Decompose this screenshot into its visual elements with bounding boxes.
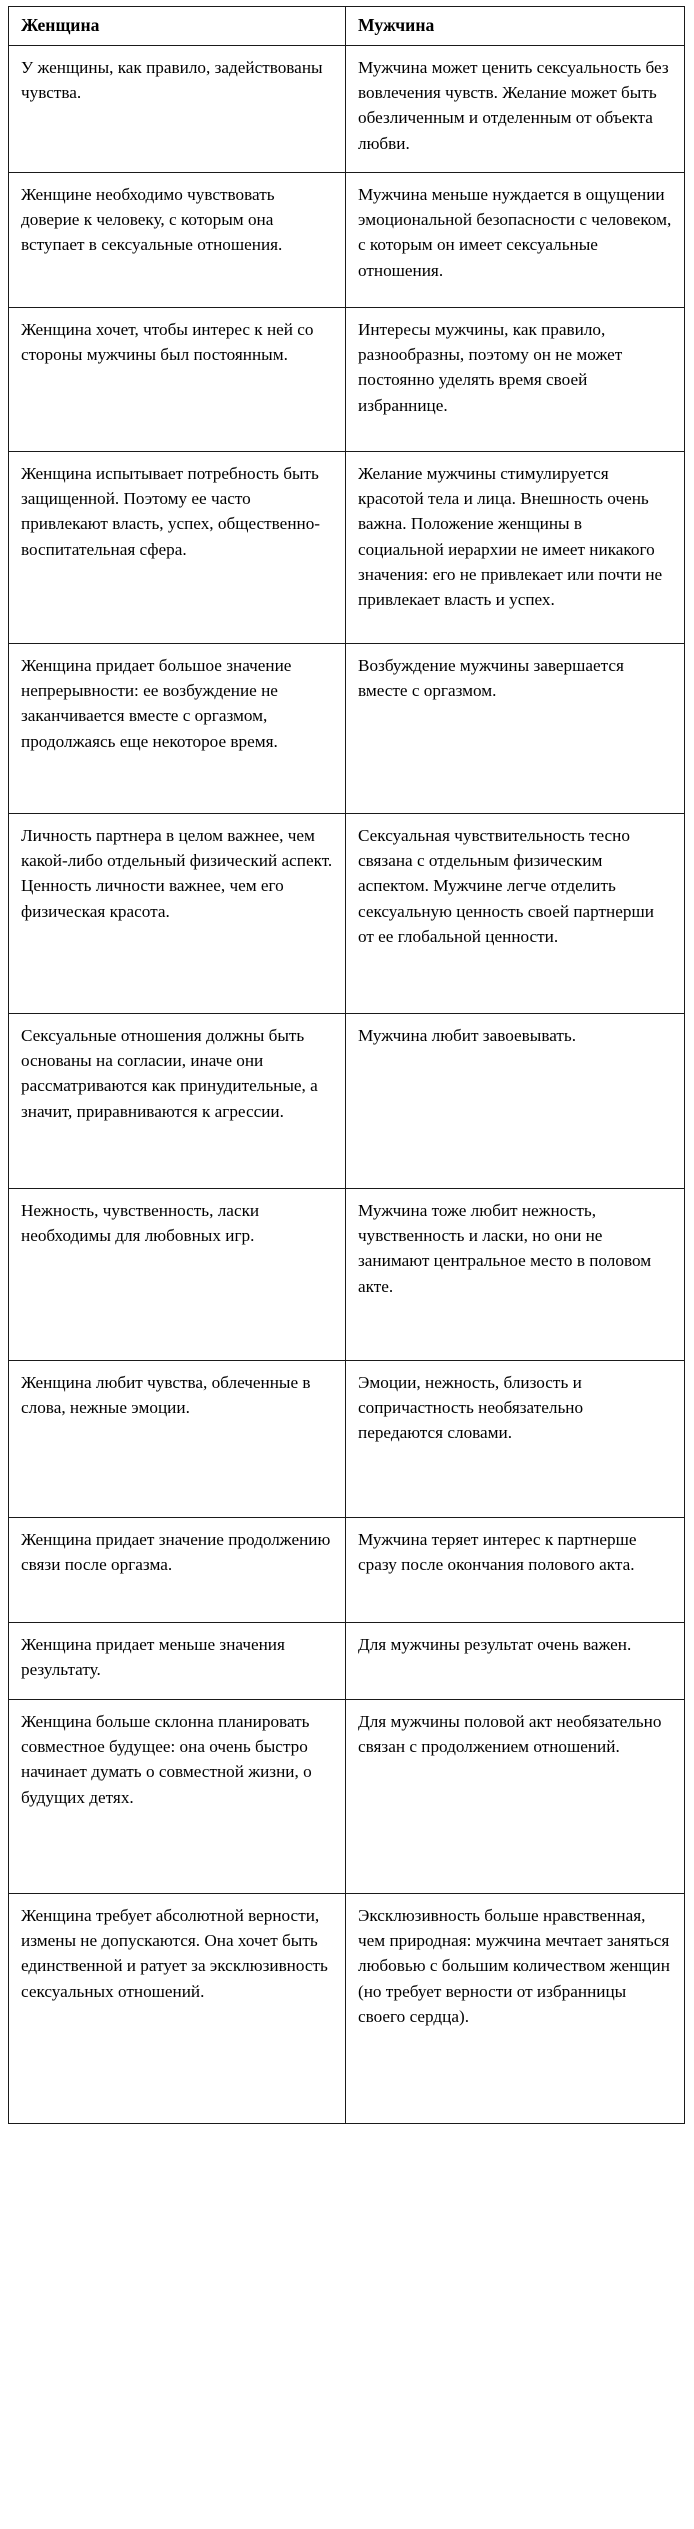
- cell-text-woman: Женщина больше склонна планировать совместное будущее: она очень быстро начинает думать о совместной жизни, о будущих детях.: [21, 1711, 312, 1807]
- table-row: [9, 1013, 685, 1188]
- cell-man: [346, 1188, 685, 1360]
- table-row: [9, 1699, 685, 1893]
- cell-man: [346, 1893, 685, 2123]
- column-header-man: Мужчина: [346, 7, 685, 46]
- cell-woman: [9, 1517, 346, 1622]
- cell-text-man: Для мужчины результат очень важен.: [358, 1634, 632, 1654]
- cell-man: [346, 1517, 685, 1622]
- table-body: [9, 45, 685, 2123]
- cell-text-man: Для мужчины половой акт необязательно связан с продолжением отношений.: [358, 1711, 662, 1757]
- cell-woman: [9, 1622, 346, 1699]
- cell-text-woman: Женщина испытывает потребность быть защищенной. Поэтому ее часто привлекают власть, успех, общественно-воспитательная сфера.: [21, 463, 321, 559]
- table-row: [9, 813, 685, 1013]
- cell-text-woman: Женщина хочет, чтобы интерес к ней со стороны мужчины был постоянным.: [21, 319, 314, 365]
- table-row: [9, 1517, 685, 1622]
- cell-woman: [9, 1188, 346, 1360]
- cell-man: [346, 1360, 685, 1517]
- cell-man: [346, 1013, 685, 1188]
- cell-text-man: Мужчина может ценить сексуальность без вовлечения чувств. Желание может быть обезличенным и отделенным от объекта любви.: [358, 57, 669, 153]
- table-row: [9, 172, 685, 307]
- column-header-woman: Женщина: [9, 7, 346, 46]
- cell-woman: [9, 1013, 346, 1188]
- cell-man: [346, 45, 685, 172]
- cell-woman: [9, 813, 346, 1013]
- cell-text-woman: Женщина любит чувства, облеченные в слова, нежные эмоции.: [21, 1372, 311, 1418]
- cell-text-woman: Личность партнера в целом важнее, чем какой-либо отдельный физический аспект. Ценность личности важнее, чем его физическая красота.: [21, 825, 333, 921]
- table-row: [9, 1360, 685, 1517]
- cell-man: [346, 307, 685, 451]
- cell-woman: [9, 1699, 346, 1893]
- cell-text-man: Эксклюзивность больше нравственная, чем природная: мужчина мечтает заняться любовью с большим количеством женщин (но требует верности от избранницы своего сердца).: [358, 1905, 670, 2026]
- table-row: [9, 1893, 685, 2123]
- table-row: [9, 45, 685, 172]
- cell-text-man: Мужчина тоже любит нежность, чувственность и ласки, но они не занимают центральное место в половом акте.: [358, 1200, 652, 1296]
- cell-text-woman: Сексуальные отношения должны быть основаны на согласии, иначе они рассматриваются как принудительные, а значит, приравниваются к агрессии.: [21, 1025, 318, 1121]
- table-row: [9, 1622, 685, 1699]
- cell-man: [346, 451, 685, 643]
- cell-text-woman: Женщина придает меньше значения результату.: [21, 1634, 285, 1680]
- cell-text-woman: Нежность, чувственность, ласки необходимы для любовных игр.: [21, 1200, 260, 1246]
- table-row: [9, 1188, 685, 1360]
- cell-text-woman: Женщина придает значение продолжению связи после оргазма.: [21, 1529, 331, 1575]
- table-header-row: [9, 7, 685, 46]
- cell-text-man: Желание мужчины стимулируется красотой тела и лица. Внешность очень важна. Положение женщины в социальной иерархии не имеет никакого значения: его не привлекает или почти не привлекает власть и успех.: [358, 463, 663, 610]
- table-row: [9, 307, 685, 451]
- cell-woman: [9, 45, 346, 172]
- cell-man: [346, 172, 685, 307]
- cell-man: [346, 1699, 685, 1893]
- cell-text-woman: Женщина требует абсолютной верности, измены не допускаются. Она хочет быть единственной и ратует за эксклюзивность сексуальных отношений.: [21, 1905, 328, 2001]
- cell-text-man: Возбуждение мужчины завершается вместе с оргазмом.: [358, 655, 624, 701]
- table-row: [9, 451, 685, 643]
- cell-woman: [9, 643, 346, 813]
- table-header: [9, 7, 685, 46]
- cell-text-man: Мужчина любит завоевывать.: [358, 1025, 577, 1045]
- cell-text-man: Мужчина теряет интерес к партнерше сразу после окончания полового акта.: [358, 1529, 637, 1575]
- cell-text-man: Интересы мужчины, как правило, разнообразны, поэтому он не может постоянно уделять время своей избраннице.: [358, 319, 623, 415]
- table-row: [9, 643, 685, 813]
- cell-woman: [9, 451, 346, 643]
- comparison-table: [8, 6, 685, 2124]
- cell-man: [346, 813, 685, 1013]
- cell-text-woman: Женщина придает большое значение непрерывности: ее возбуждение не заканчивается вместе с оргазмом, продолжаясь еще некоторое время.: [21, 655, 292, 751]
- cell-text-man: Мужчина меньше нуждается в ощущении эмоциональной безопасности с человеком, с которым он имеет сексуальные отношения.: [358, 184, 672, 280]
- cell-woman: [9, 1360, 346, 1517]
- cell-text-woman: У женщины, как правило, задействованы чувства.: [21, 57, 323, 103]
- cell-man: [346, 643, 685, 813]
- cell-text-man: Сексуальная чувствительность тесно связана с отдельным физическим аспектом. Мужчине легче отделить сексуальную ценность своей партнерши от ее глобальной ценности.: [358, 825, 654, 946]
- cell-text-woman: Женщине необходимо чувствовать доверие к человеку, с которым она вступает в сексуальные отношения.: [21, 184, 283, 255]
- cell-text-man: Эмоции, нежность, близость и сопричастность необязательно передаются словами.: [358, 1372, 584, 1443]
- cell-woman: [9, 172, 346, 307]
- cell-woman: [9, 307, 346, 451]
- cell-man: [346, 1622, 685, 1699]
- cell-woman: [9, 1893, 346, 2123]
